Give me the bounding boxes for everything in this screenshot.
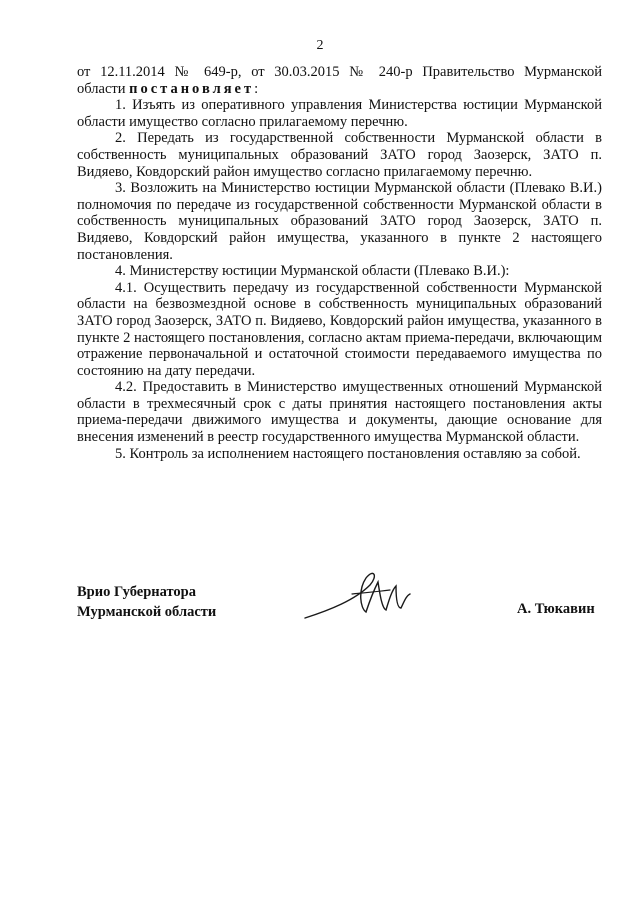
paragraph-5: 5. Контроль за исполнением настоящего постановления оставляю за собой.: [115, 445, 581, 462]
paragraph-4-1: 4.1. Осуществить передачу из государственной собственности Мурманской области на безвозмездной основе в собственность муниципальных образований ЗАТО город Заозерск, ЗАТО п. Видяево, Ковдорский район имущества, указанного в пункте 2 настоящего постановления, согласно актам приема-передачи, включающим отражение первоначальной и остаточной стоимости передаваемого имущества по состоянию на дату передачи.: [77, 279, 602, 379]
paragraph-4: 4. Министерству юстиции Мурманской области (Плевако В.И.):: [115, 263, 510, 280]
intro-suffix: :: [254, 80, 259, 97]
handwritten-signature: [300, 560, 420, 630]
paragraph-1: 1. Изъять из оперативного управления Министерства юстиции Мурманской области имущество согласно прилагаемому перечню.: [77, 97, 602, 130]
intro-line-2: [77, 81, 602, 98]
intro-line-1: от 12.11.2014 № 649-р, от 30.03.2015 № 240-р Правительство Мурманской: [77, 64, 602, 80]
intro-prefix: области: [77, 80, 130, 97]
signatory-position-line-2: Мурманской области: [77, 604, 217, 620]
signatory-name: А. Тюкавин: [517, 601, 595, 617]
paragraph-3: 3. Возложить на Министерство юстиции Мурманской области (Плевако В.И.) полномочия по передаче из государственной собственности Мурманской области в собственность муниципальных образований ЗАТО город Заозерск, ЗАТО п. Видяево, Ковдорский район имущества, указанного в пункте 2 настоящего постановления.: [77, 180, 602, 263]
signatory-position: [77, 582, 216, 622]
signatory-position-line-1: Врио Губернатора: [77, 584, 196, 600]
paragraph-4-2: 4.2. Предоставить в Министерство имущественных отношений Мурманской области в трехмесячный срок с даты принятия настоящего постановления акты приема-передачи движимого имущества и документы, дающие основание для внесения изменений в реестр государственного имущества Мурманской области.: [77, 379, 602, 446]
document-body: [77, 64, 602, 462]
resolution-keyword: постановляет: [129, 80, 255, 97]
page-number: 2: [316, 38, 324, 53]
paragraph-2: 2. Передать из государственной собственности Мурманской области в собственность муниципальных образований ЗАТО город Заозерск, ЗАТО п. Видяево, Ковдорский район имущество согласно прилагаемому перечню.: [77, 130, 602, 180]
